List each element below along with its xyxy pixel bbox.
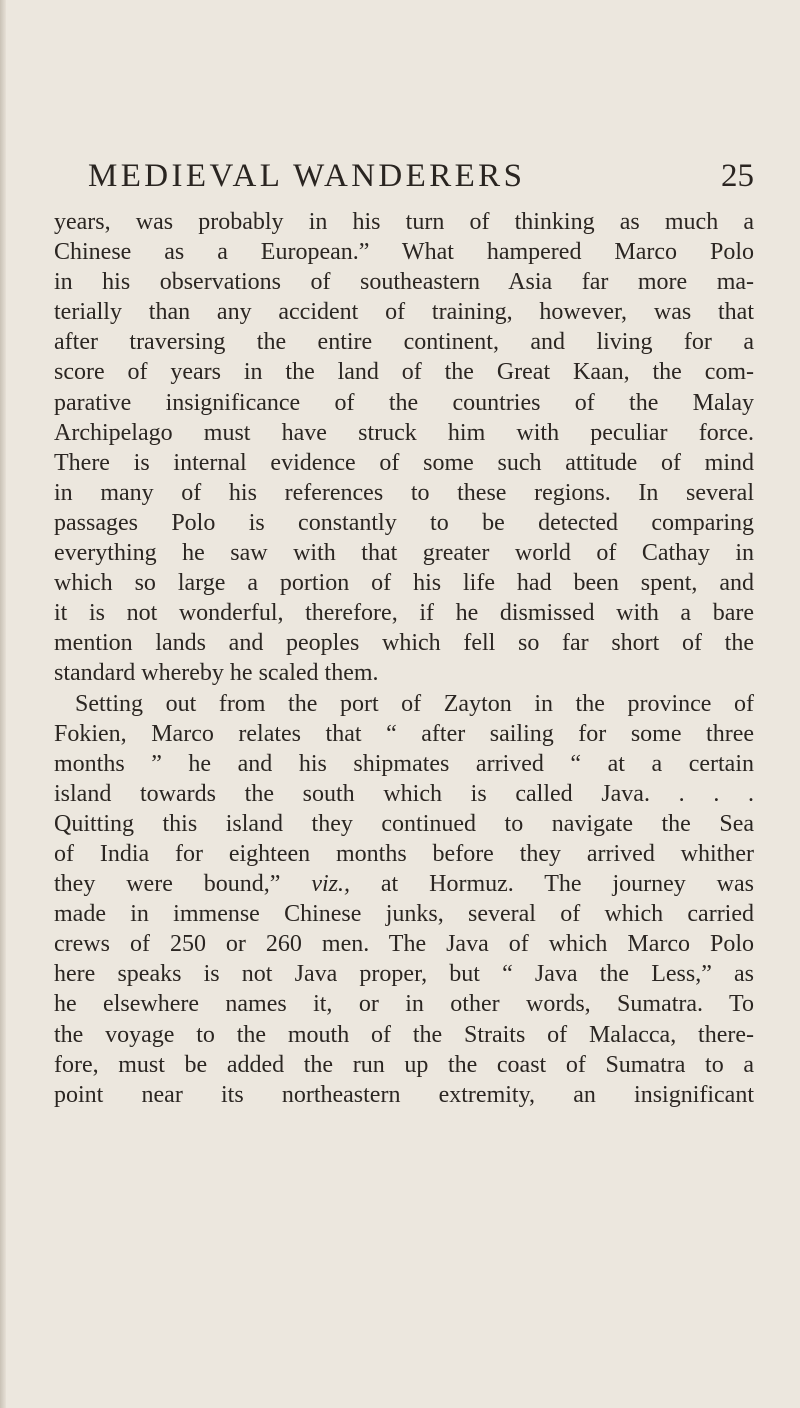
text-line: years, was probably in his turn of thinking as much a (54, 209, 754, 235)
page-edge (0, 0, 6, 1408)
text-line: it is not wonderful, therefore, if he dismissed with a bare (54, 600, 754, 627)
page-number: 25 (721, 158, 754, 194)
text-line: score of years in the land of the Great Kaan, the com- (54, 359, 754, 386)
running-head: MEDIEVAL WANDERERS (88, 158, 526, 194)
text-line: mention lands and peoples which fell so far short of the (54, 630, 754, 657)
text-line: island towards the south which is called Java. . . . (54, 780, 754, 807)
text-line: months ” he and his shipmates arrived “ at a certain (54, 750, 754, 777)
text-line: after traversing the entire continent, and living for a (54, 329, 754, 356)
text-line: parative insignificance of the countries of the Malay (54, 389, 754, 416)
text-line: made in immense Chinese junks, several of which carried (54, 901, 754, 928)
text-line: everything he saw with that greater world of Cathay in (54, 540, 754, 567)
text-segment: at Hormuz. The journey was (380, 871, 754, 898)
body-text (54, 207, 754, 1110)
text-segment: they were bound,” (54, 871, 281, 898)
bottom-margin (0, 1380, 800, 1408)
text-line: here speaks is not Java proper, but “ Java the Less,” as (54, 961, 754, 988)
text-line: Chinese as a European.” What hampered Marco Polo (54, 239, 754, 266)
italic-abbreviation: viz., (311, 871, 350, 898)
text-line: Quitting this island they continued to navigate the Sea (54, 810, 754, 837)
text-line: in his observations of southeastern Asia far more ma- (54, 269, 754, 296)
text-line: crews of 250 or 260 men. The Java of which Marco Polo (54, 931, 754, 958)
text-line: There is internal evidence of some such attitude of mind (54, 449, 754, 476)
text-line: standard whereby he scaled them. (54, 660, 379, 687)
text-line: point near its northeastern extremity, an insignificant (54, 1081, 754, 1108)
text-line: he elsewhere names it, or in other words, Sumatra. To (54, 991, 754, 1018)
text-line: Archipelago must have struck him with peculiar force. (54, 419, 754, 446)
text-line: the voyage to the mouth of the Straits of Malacca, there- (54, 1021, 754, 1048)
text-line: which so large a portion of his life had been spent, and (54, 570, 754, 597)
page-header (0, 158, 800, 198)
text-line: Fokien, Marco relates that “ after sailing for some three (54, 720, 754, 747)
text-line (54, 869, 754, 899)
text-line: terially than any accident of training, however, was that (54, 299, 754, 326)
text-line: in many of his references to these regions. In several (54, 479, 754, 506)
text-line: Setting out from the port of Zayton in the province of (75, 690, 754, 717)
text-line: fore, must be added the run up the coast of Sumatra to a (54, 1051, 754, 1078)
text-line: passages Polo is constantly to be detected comparing (54, 509, 754, 536)
text-line: of India for eighteen months before they arrived whither (54, 840, 754, 867)
